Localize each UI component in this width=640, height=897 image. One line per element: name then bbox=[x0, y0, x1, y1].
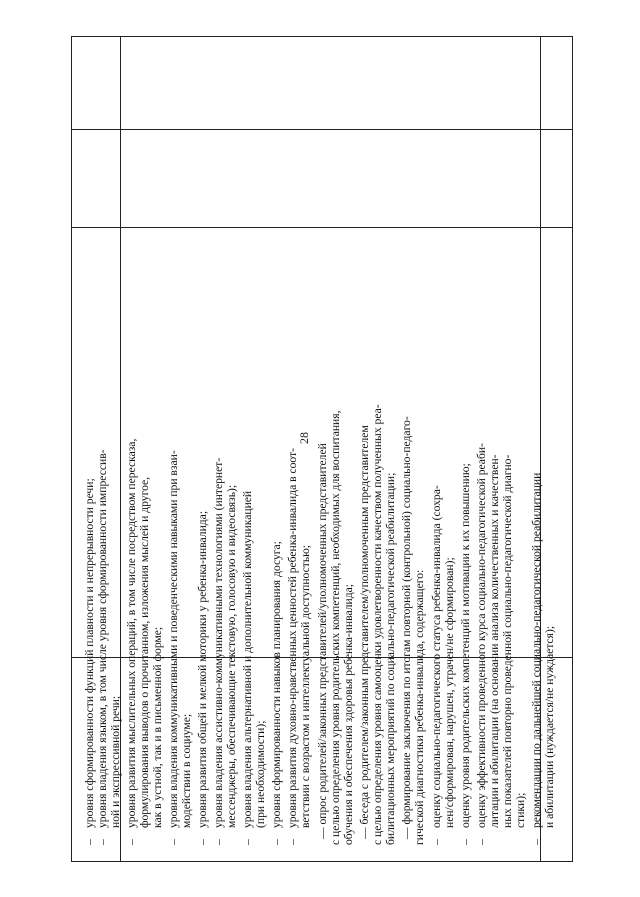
rotated-text-block: – уровня сформированности функций плавности и непрерывности речи; – уровня владения языком, в том числе уровня сформированности импрессив- ной и экспрессивной речи; – уровня развития мыслительных операций, в том числе посредством пересказа, формулирования выводов о прочитанном, изложения мыслей и другое, как в устной, так и в письменной форме; – уровня владения коммуникативными и поведенческими навыками при взаи- модействии в социуме; – уровня развития общей и мелкой моторики у ребенка-инвалида; – уровня владения ассистивно-коммуникативными технологиями (интернет- мессенджеры, обеспечивающие текстовую, голосовую и видеосвязь); – уровня владения альтернативной и дополнительной коммуникацией (при необходимости); – уровня сформированности навыков планирования досуга; – уровня развития духовно-нравственных ценностей ребенка-инвалида в соот- ветствии с возрастом и интеллектуальной доступностью; — опрос родителей/законных представителей/уполномоченных представителей с целью определения уровня родительских компетенций, необходимых для воспитания, обучения и обеспечения здоровья ребенка-инвалида; — беседа с родителем/законным представителем/уполномоченным представителем с целью определения уровня самооценки удовлетворенности качеством полученных реа- билитационных мероприятий по социально-педагогической реабилитации; — формирование заключения по итогам повторной (контрольной) социально-педаго- гической диагностики ребенка-инвалида, содержащего: – оценку социально-педагогического статуса ребенка-инвалида (сохра- нен/сформирован, нарушен, утрачен/не сформирован); – оценку уровня родительских компетенций и мотивации к их повышению; – оценку эффективности проведенного курса социально-педагогической реаби- литации и абилитации (на основании анализа количественных и качествен- ных показателей повторно проведенной социально-педагогической диагно- стики); – рекомендации по дальнейшей социально-педагогической реабилитации и абилитации (нуждается/не нуждается); bbox=[83, 404, 556, 845]
table-row-line bbox=[72, 129, 572, 130]
page-number: 28 bbox=[297, 432, 311, 444]
